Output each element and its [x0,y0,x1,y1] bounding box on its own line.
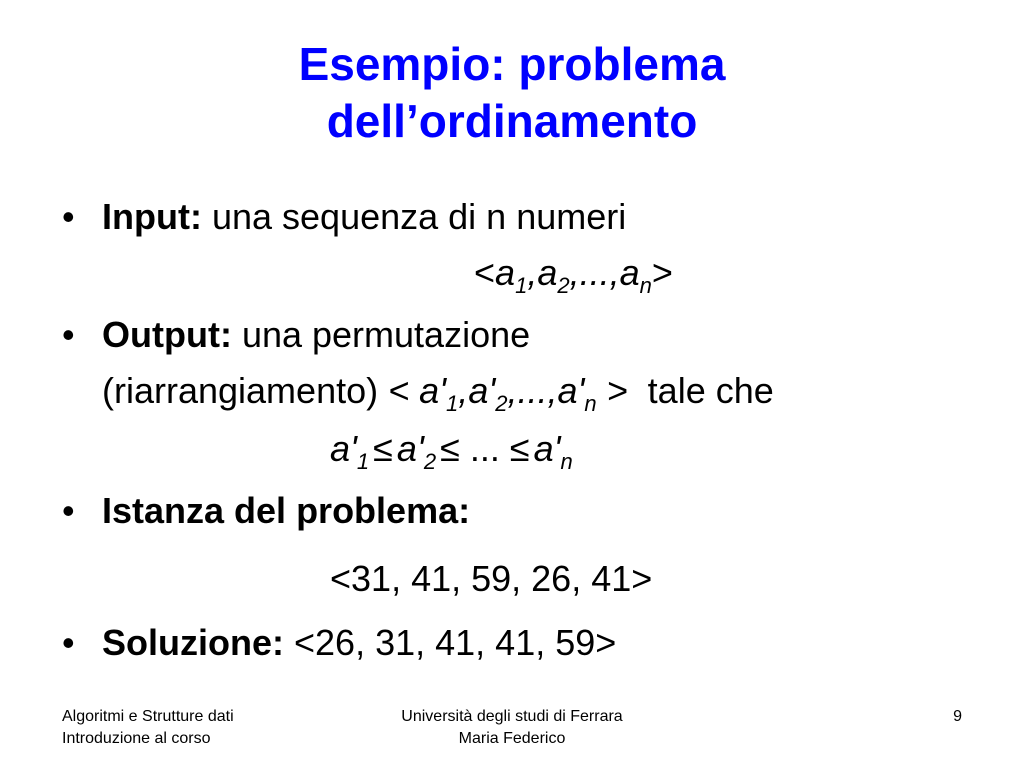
input-comma: , [527,252,538,293]
soluzione-line [102,622,616,664]
output-tale-che: tale che [627,370,774,411]
input-a2: a [537,252,558,293]
output-sub1: 1 [446,391,459,416]
footer-author: Maria Federico [458,730,566,747]
output-perm-open: < [388,370,420,411]
ineq-aprime2: a' [396,428,424,469]
input-an: a [619,252,640,293]
input-sub1: 1 [515,273,528,298]
input-seq-open: < [474,252,496,293]
footer-course-title: Algoritmi e Strutture dati [62,708,234,725]
footer-university: Università degli studi di Ferrara [401,708,623,725]
ineq-sub1: 1 [356,449,370,474]
ineq-dots: ... [459,428,510,469]
istanza-line [102,490,470,532]
bullet-dot-soluzione: • [62,622,75,663]
output-ellipsis: ,..., [507,370,558,411]
output-perm-close: > [596,370,628,411]
output-aprimen: a' [557,370,585,411]
slide-title-line1: Esempio: problema [298,38,726,90]
slide-title [0,36,1024,150]
footer-left [62,706,234,750]
output-line [102,314,530,356]
slide-title-line2: dell’ordinamento [326,95,698,147]
ineq-aprime1: a' [330,428,357,469]
leq-symbol-1: ≤ [373,428,393,469]
leq-symbol-2: ≤ [440,428,460,469]
output-comma: , [458,370,469,411]
input-sub2: 2 [557,273,570,298]
output-aprime1: a' [419,370,447,411]
output-subn: n [584,391,597,416]
ineq-aprimen: a' [533,428,561,469]
input-seq-close: > [651,252,673,293]
input-label: Input: [102,196,202,237]
input-sequence [474,252,673,298]
soluzione-sequence: <26, 31, 41, 41, 59> [284,622,617,663]
footer-center [322,706,702,750]
output-inequality [330,428,573,474]
output-line2 [102,370,774,416]
ineq-subn: n [560,449,573,474]
input-subn: n [639,273,652,298]
output-label: Output: [102,314,232,355]
footer-page-number: 9 [953,708,962,725]
bullet-dot-input: • [62,196,75,237]
output-text: una permutazione [231,314,531,355]
bullet-dot-istanza: • [62,490,75,531]
input-ellipsis: ,..., [569,252,620,293]
istanza-label: Istanza del problema: [102,490,471,531]
input-text: una sequenza di n numeri [201,196,627,237]
footer-course-subtitle: Introduzione al corso [62,730,211,747]
output-aprime2: a' [468,370,496,411]
input-a1: a [495,252,516,293]
output-sub2: 2 [495,391,508,416]
bullet-dot-output: • [62,314,75,355]
input-line [102,196,626,238]
istanza-sequence: <31, 41, 59, 26, 41> [330,558,653,599]
ineq-sub2: 2 [423,449,437,474]
soluzione-label: Soluzione: [102,622,284,663]
leq-symbol-3: ≤ [509,428,530,469]
output-riarrangiamento: (riarrangiamento) [102,370,389,411]
